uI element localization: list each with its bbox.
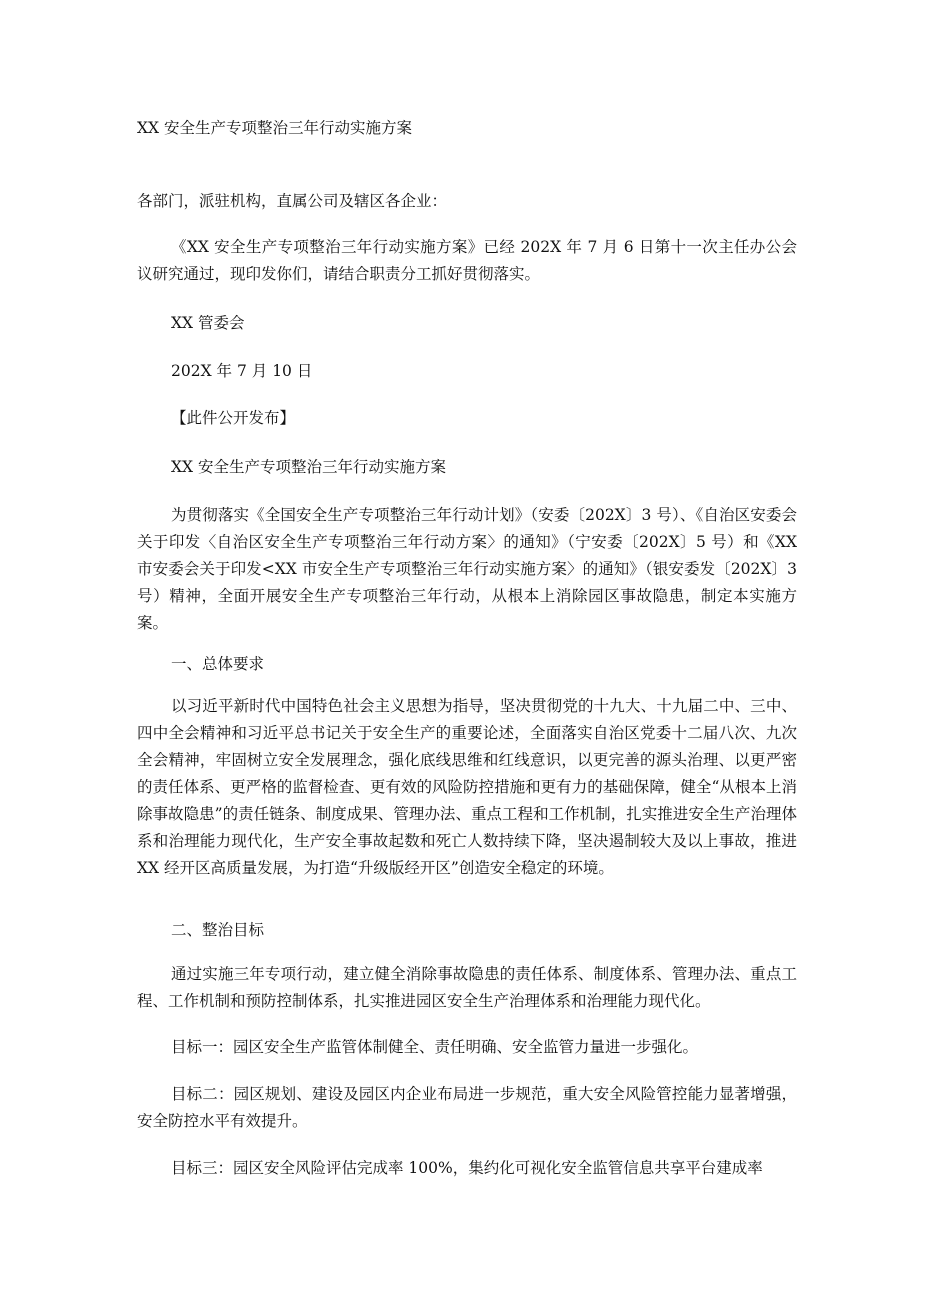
issuer: XX 管委会	[171, 314, 245, 332]
salutation: 各部门，派驻机构，直属公司及辖区各企业：	[137, 192, 448, 210]
section1-paragraph: 以习近平新时代中国特色社会主义思想为指导，坚决贯彻党的十九大、十九届二中、三中、四中全会精神和习近平总书记关于安全生产的重要论述，全面落实自治区党委十二届八次、九次全会精神，牢固树立安全发展理念，强化底线思维和红线意识，以更完善的源头治理、以更严密的责任体系、更严格的监督检查、更有效的风险防控措施和更有力的基础保障，健全“从根本上消除事故隐患”的责任链条、制度成果、管理办法、重点工程和工作机制，扎实推进安全生产治理体系和治理能力现代化，生产安全事故起数和死亡人数持续下降，坚决遏制较大及以上事故，推进 XX 经开区高质量发展，为打造“升级版经开区”创造安全稳定的环境。	[137, 697, 797, 877]
document-title: XX 安全生产专项整治三年行动实施方案	[137, 119, 412, 137]
notice-paragraph: 《XX 安全生产专项整治三年行动实施方案》已经 202X 年 7 月 6 日第十一次主任办公会议研究通过，现印发你们，请结合职责分工抓好贯彻落实。	[137, 238, 797, 283]
publish-note: 【此件公开发布】	[171, 409, 296, 427]
section2-heading: 二、整治目标	[171, 921, 265, 939]
section1-heading: 一、总体要求	[171, 655, 265, 673]
goal-2: 目标二：园区规划、建设及园区内企业布局进一步规范，重大安全风险管控能力显著增强，安全防控水平有效提升。	[137, 1085, 797, 1130]
issue-date: 202X 年 7 月 10 日	[171, 362, 313, 380]
intro-paragraph: 为贯彻落实《全国安全生产专项整治三年行动计划》（安委〔202X〕3 号）、《自治区安委会关于印发〈自治区安全生产专项整治三年行动方案〉的通知》（宁安委〔202X〕5 号）和《XX 市安委会关于印发<XX 市安全生产专项整治三年行动实施方案〉的通知》（银安委发〔202X〕3 号）精神，全面开展安全生产专项整治三年行动，从根本上消除园区事故隐患，制定本实施方案。	[137, 506, 797, 632]
goal-1: 目标一：园区安全生产监管体制健全、责任明确、安全监管力量进一步强化。	[171, 1038, 699, 1056]
goal-3: 目标三：园区安全风险评估完成率 100%，集约化可视化安全监管信息共享平台建成率	[171, 1159, 763, 1177]
section2-paragraph: 通过实施三年专项行动，建立健全消除事故隐患的责任体系、制度体系、管理办法、重点工程、工作机制和预防控制体系，扎实推进园区安全生产治理体系和治理能力现代化。	[137, 965, 797, 1010]
plan-title: XX 安全生产专项整治三年行动实施方案	[171, 458, 446, 476]
